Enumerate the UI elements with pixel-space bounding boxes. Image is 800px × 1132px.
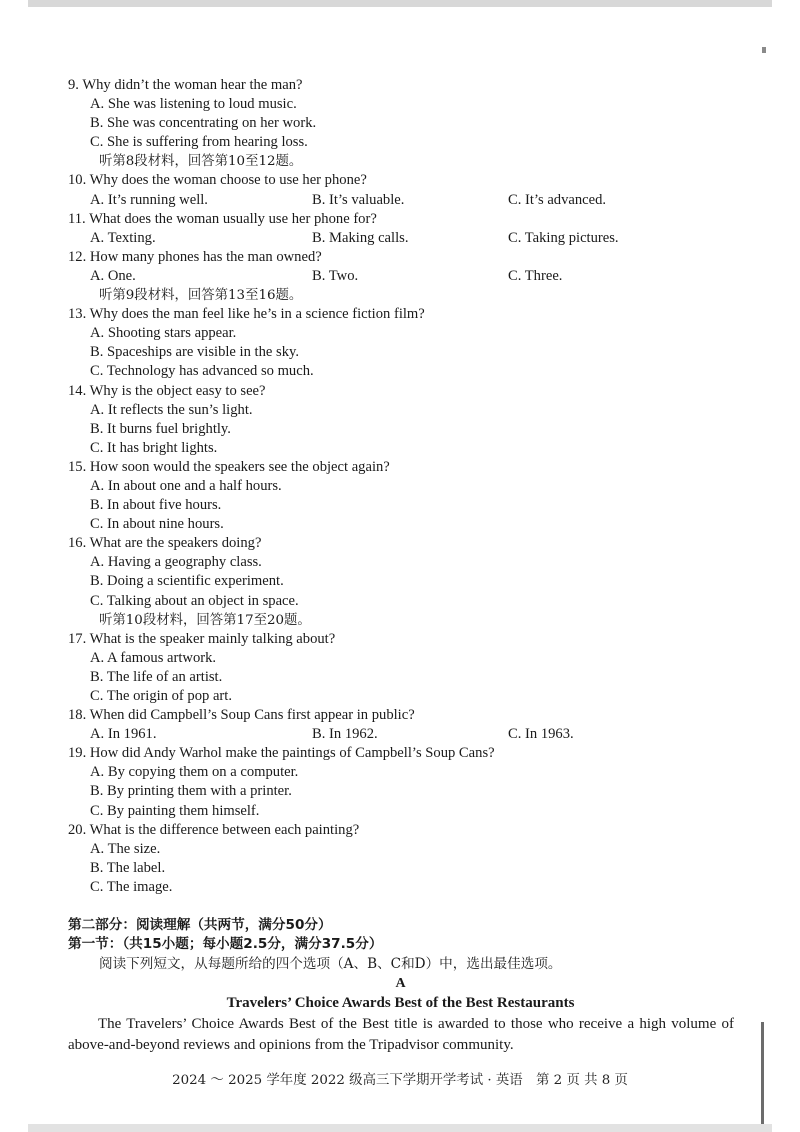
q10-option-c: C. It’s advanced. [508,191,607,208]
listening-cue-9: 听第9段材料，回答第13至16题。 [99,288,303,304]
q14-option-b: B. It burns fuel brightly. [90,420,231,437]
question-20: 20. What is the difference between each painting? [68,821,360,838]
question-11: 11. What does the woman usually use her phone for? [68,210,377,227]
passage-letter: A [395,976,406,992]
q19-option-c: C. By painting them himself. [90,802,260,819]
part2-heading: 第二部分：阅读理解（共两节，满分50分） [68,917,332,934]
question-19: 19. How did Andy Warhol make the paintings of Campbell’s Soup Cans? [68,745,495,762]
question-13: 13. Why does the man feel like he’s in a science fiction film? [68,306,425,323]
q13-option-c: C. Technology has advanced so much. [90,363,314,380]
page-footer: 2024 ～ 2025 学年度 2022 级高三下学期开学考试 · 英语 第 2 页 共 8 页 [172,1073,628,1088]
listening-cue-10: 听第10段材料，回答第17至20题。 [99,612,311,628]
q18-option-b: B. In 1962. [312,726,378,743]
q11-option-b: B. Making calls. [312,229,409,246]
q17-option-a: A. A famous artwork. [90,649,217,666]
q15-option-c: C. In about nine hours. [90,516,224,533]
question-16: 16. What are the speakers doing? [68,535,262,552]
question-9: 9. Why didn’t the woman hear the man? [68,77,303,93]
spacer [68,897,748,916]
q14-option-c: C. It has bright lights. [90,439,218,456]
q19-option-a: A. By copying them on a computer. [90,764,299,781]
q9-option-a: A. She was listening to loud music. [90,96,297,113]
passage-title: Travelers’ Choice Awards Best of the Best Restaurants [226,995,575,1012]
section1-heading: 第一节：（共15小题；每小题2.5分，满分37.5分） [68,936,383,953]
question-10: 10. Why does the woman choose to use her phone? [68,172,367,189]
q15-option-b: B. In about five hours. [90,497,222,514]
question-14: 14. Why is the object easy to see? [68,382,266,399]
q12-option-c: C. Three. [508,267,563,284]
q19-option-b: B. By printing them with a printer. [90,783,292,800]
q13-option-b: B. Spaceships are visible in the sky. [90,344,300,361]
question-15: 15. How soon would the speakers see the object again? [68,458,390,475]
q20-option-b: B. The label. [90,859,166,876]
q16-option-a: A. Having a geography class. [90,554,262,571]
passage-paragraph: The Travelers’ Choice Awards Best of the Best title is awarded to those who receive a high volume of above-and-beyond reviews and opinions from the Tripadvisor community. [68,1016,734,1054]
q9-option-b: B. She was concentrating on her work. [90,115,317,132]
listening-cue-8: 听第8段材料，回答第10至12题。 [99,154,303,170]
q12-options [68,267,748,286]
q18-options [68,725,748,744]
q13-option-a: A. Shooting stars appear. [90,325,237,342]
q11-options [68,229,748,248]
question-17: 17. What is the speaker mainly talking about? [68,630,336,647]
q17-option-b: B. The life of an artist. [90,668,223,685]
reading-instruction: 阅读下列短文，从每题所给的四个选项（A、B、C和D）中，选出最佳选项。 [99,956,562,973]
q12-option-a: A. One. [90,267,136,284]
q18-option-c: C. In 1963. [508,726,574,743]
q20-option-c: C. The image. [90,878,173,895]
q15-option-a: A. In about one and a half hours. [90,477,282,494]
q10-option-b: B. It’s valuable. [312,191,405,208]
q16-option-c: C. Talking about an object in space. [90,592,299,609]
q14-option-a: A. It reflects the sun’s light. [90,401,253,418]
q18-option-a: A. In 1961. [90,726,157,743]
exam-page-content [68,76,748,1056]
bottom-scan-border [28,1124,772,1132]
q17-option-c: C. The origin of pop art. [90,688,232,704]
q10-option-a: A. It’s running well. [90,191,208,208]
corner-mark [762,47,766,53]
q11-option-c: C. Taking pictures. [508,229,619,246]
top-scan-border [28,0,772,7]
q20-option-a: A. The size. [90,840,161,857]
q11-option-a: A. Texting. [90,229,156,246]
q9-option-c: C. She is suffering from hearing loss. [90,134,308,151]
q12-option-b: B. Two. [312,267,359,284]
question-18: 18. When did Campbell’s Soup Cans first appear in public? [68,707,415,724]
question-12: 12. How many phones has the man owned? [68,248,322,265]
q16-option-b: B. Doing a scientific experiment. [90,573,284,590]
q10-options [68,191,748,210]
